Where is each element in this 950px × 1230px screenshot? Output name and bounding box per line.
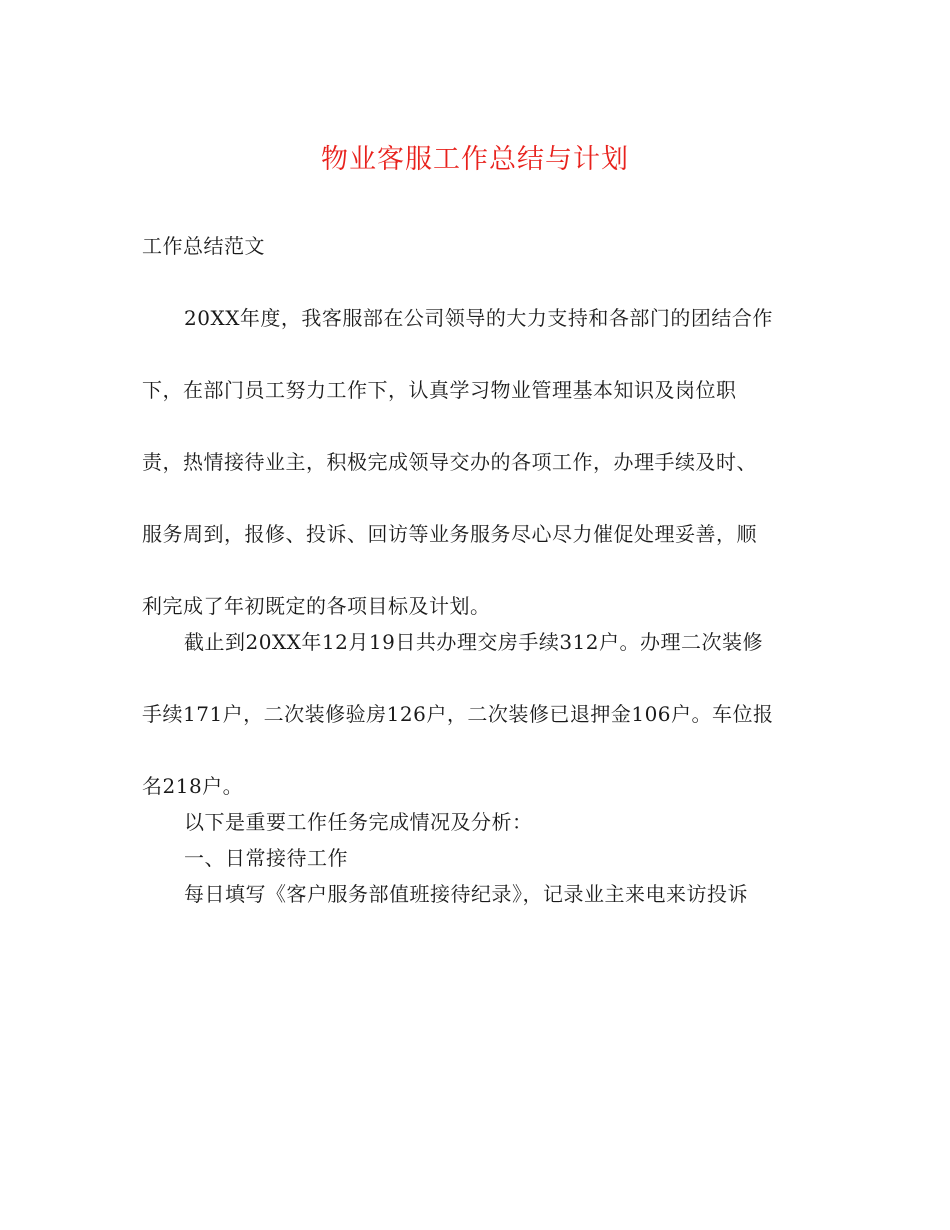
paragraph-line: 名218户。	[142, 774, 244, 798]
section-heading-line: 一、日常接待工作	[184, 846, 348, 870]
paragraph-4	[142, 876, 822, 912]
paragraph-line: 手续171户，二次装修验房126户，二次装修已退押金106户。车位报	[142, 702, 774, 726]
paragraph-line: 责，热情接待业主，积极完成领导交办的各项工作，办理手续及时、	[142, 450, 757, 474]
paragraph-1	[142, 300, 822, 624]
paragraph-line: 利完成了年初既定的各项目标及计划。	[142, 594, 491, 618]
document-subtitle: 工作总结范文	[142, 234, 265, 258]
paragraph-line: 截止到20XX年12月19日共办理交房手续312户。办理二次装修	[184, 630, 763, 654]
paragraph-3	[142, 804, 822, 840]
paragraph-line: 以下是重要工作任务完成情况及分析：	[184, 810, 533, 834]
paragraph-line: 下，在部门员工努力工作下，认真学习物业管理基本知识及岗位职	[142, 378, 737, 402]
paragraph-line: 20XX年度，我客服部在公司领导的大力支持和各部门的团结合作	[184, 306, 773, 330]
paragraph-2	[142, 624, 822, 804]
paragraph-line: 每日填写《客户服务部值班接待纪录》，记录业主来电来访投诉	[184, 882, 748, 906]
paragraph-line: 服务周到，报修、投诉、回访等业务服务尽心尽力催促处理妥善，顺	[142, 522, 757, 546]
document-title: 物业客服工作总结与计划	[321, 144, 629, 175]
document-body	[142, 228, 822, 912]
section-heading-1	[142, 840, 822, 876]
